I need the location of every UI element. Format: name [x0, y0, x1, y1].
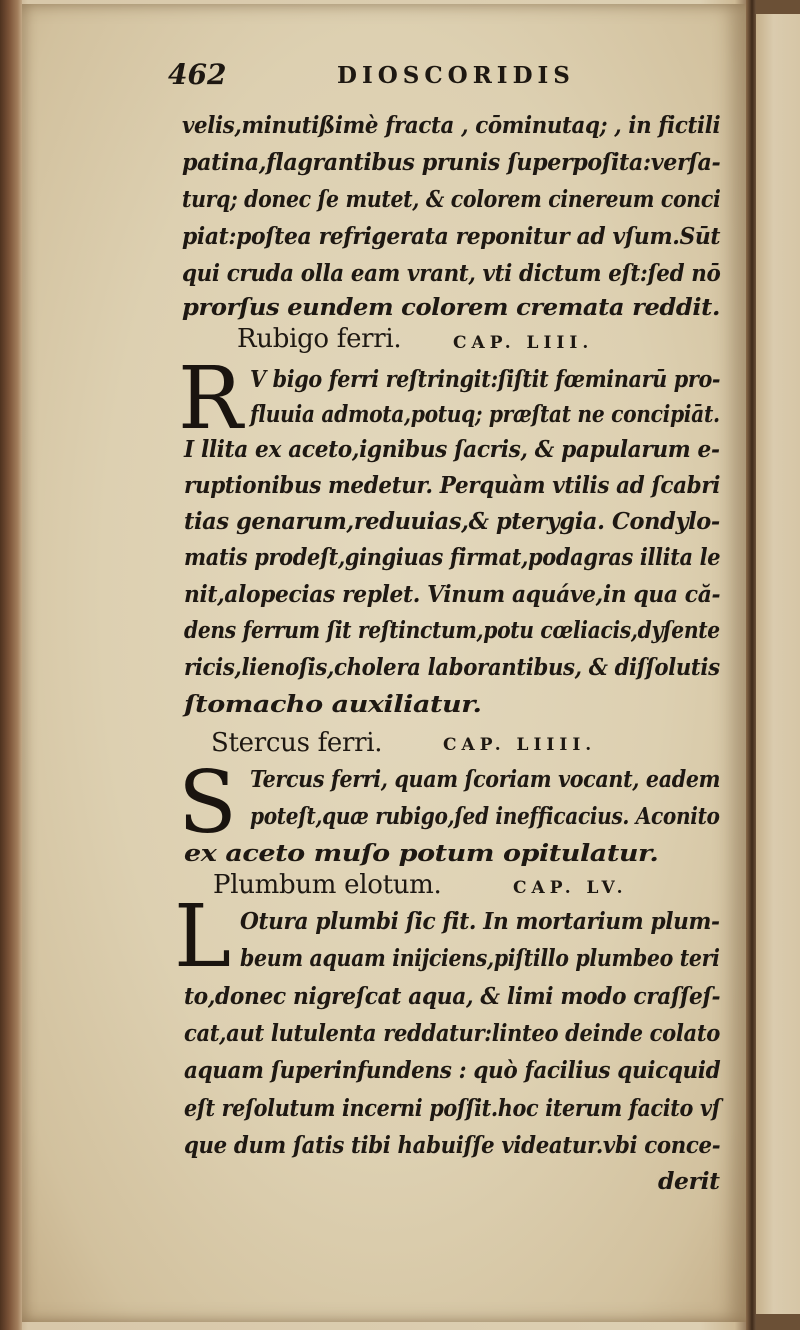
- running-title: DIOSCORIDIS: [337, 62, 575, 89]
- text-line: nit,alopecias replet. Vinum aquáve,in qua că-: [184, 580, 721, 608]
- text-line: beum aquam inijciens,piſtillo plumbeo teri: [240, 944, 720, 972]
- drop-capital: R: [178, 349, 243, 449]
- catchword: derit: [658, 1167, 720, 1195]
- text-line: to,donec nigreſcat aqua, & limi modo craſſeſ-: [184, 982, 721, 1010]
- book-binding: [0, 0, 22, 1330]
- text-line: que dum ſatis tibi habuiſſe videatur.vbi conce-: [184, 1131, 721, 1159]
- text-line: Tercus ferri, quam ſcoriam vocant, eadem: [250, 765, 721, 793]
- chapter-label: CAP. LV.: [513, 878, 628, 898]
- text-line: turq; donec ſe mutet, & colorem cinereum conci: [182, 185, 721, 213]
- text-line: patina,flagrantibus prunis ſuperpoſita:verſa-: [182, 148, 721, 176]
- text-line: ricis,lienoſis,cholera laborantibus, & diſſolutis: [184, 653, 720, 681]
- text-line: tias genarum,reduuias,& pterygia. Condylo-: [184, 507, 720, 535]
- chapter-label: CAP. LIIII.: [443, 735, 597, 755]
- text-line: V bigo ferri reſtringit:ſiſtit fœminarū pro-: [250, 365, 721, 393]
- text-line: piat:poſtea refrigerata reponitur ad vſum.Sūt: [182, 222, 721, 250]
- text-line: eſt reſolutum incerni poſſit.hoc iterum facito vſ: [184, 1094, 721, 1122]
- text-line: Otura plumbi ſic fit. In mortarium plum-: [240, 907, 720, 935]
- page-number: 462: [168, 58, 227, 91]
- section-heading: Plumbum elotum.: [213, 870, 442, 900]
- text-line: ex aceto muſo potum opitulatur.: [184, 839, 659, 867]
- text-line: ruptionibus medetur. Perquàm vtilis ad ſcabri: [184, 471, 721, 499]
- drop-capital: S: [178, 753, 237, 853]
- section-heading: Rubigo ferri.: [237, 324, 402, 354]
- text-line: velis,minutißimè fracta , cōminutaq; , in fictili: [182, 111, 721, 139]
- text-line: poteſt,quæ rubigo,ſed inefficacius. Aconito: [250, 802, 720, 830]
- text-line: prorſus eundem colorem cremata reddit.: [182, 293, 720, 321]
- text-line: fluuia admota,potuq; præſtat ne concipiāt.: [250, 400, 720, 428]
- text-line: I llita ex aceto,ignibus ſacris, & papularum e-: [184, 435, 720, 463]
- text-line: matis prodeſt,gingiuas firmat,podagras illita le: [184, 543, 721, 571]
- drop-capital: L: [174, 887, 232, 987]
- text-line: qui cruda olla eam vrant, vti dictum eſt:ſed nō: [182, 259, 721, 287]
- chapter-label: CAP. LIII.: [453, 333, 594, 353]
- page-gutter: [746, 0, 756, 1330]
- section-heading: Stercus ferri.: [211, 728, 383, 758]
- facing-page-edge: [756, 14, 800, 1314]
- text-line: aquam ſuperinfundens : quò facilius quicquid: [184, 1056, 721, 1084]
- text-line: cat,aut lutulenta reddatur:linteo deinde colato: [184, 1019, 720, 1047]
- text-line: dens ferrum ſit reſtinctum,potu cœliacis,dyſente: [184, 616, 720, 644]
- text-line: ſtomacho auxiliatur.: [184, 690, 482, 718]
